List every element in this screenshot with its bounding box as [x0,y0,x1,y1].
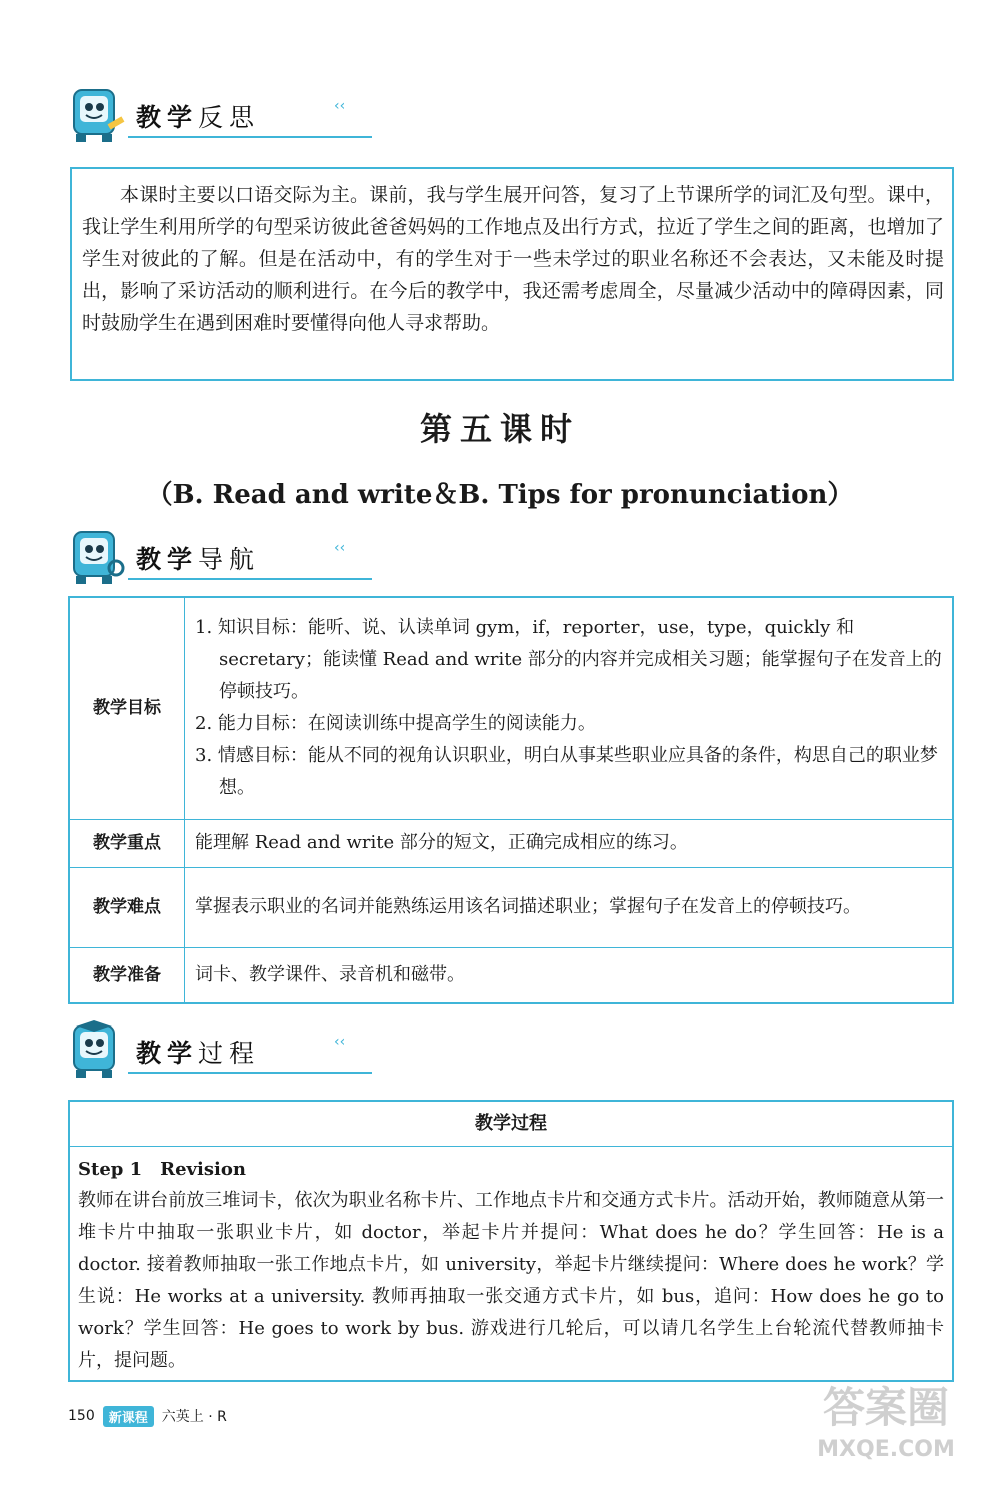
reflection-text: 本课时主要以口语交际为主。课前，我与学生展开问答，复习了上节课所学的词汇及句型。课中，我让学生利用所学的句型采访彼此爸爸妈妈的工作地点及出行方式，拉近了学生之间的距离，也增加了学生对彼此的了解。但是在活动中，有的学生对于一些未学过的职业名称还不会表达，又未能及时提出，影响了采访活动的顺利进行。在今后的教学中，我还需考虑周全，尽量减少活动中的障碍因素，同时鼓励学生在遇到困难时要懂得向他人寻求帮助。 [82,184,944,334]
goal-item: 3. 情感目标：能从不同的视角认识职业，明白从事某些职业应具备的条件，构思自己的职业梦想。 [195,745,938,799]
page-footer [68,1404,227,1428]
reflection-section-header [66,84,346,148]
teaching-guide-table [68,596,954,1004]
mascot-icon [66,84,128,146]
page-number: 150 [68,1408,95,1424]
section-title: 教学过程 [136,1039,261,1068]
header-underline [128,136,372,138]
process-header: 教学过程 [70,1102,952,1147]
reflection-box [70,167,954,381]
table-row [69,947,953,1003]
watermark [786,1381,986,1471]
watermark-bottom: MXQE.COM [817,1437,955,1462]
goal-item: 1. 知识目标：能听、说、认读单词 gym，if，reporter，use，type，quickly 和 secretary；能读懂 Read and write 部分的内容并完成相关习题；能掌握句子在发音上的停顿技巧。 [195,617,942,703]
process-box [68,1100,954,1382]
key-cell: 能理解 Read and write 部分的短文，正确完成相应的练习。 [185,819,954,867]
decorative-ticks: ‹‹ [334,1034,346,1050]
header-underline [128,1072,372,1074]
goals-label: 教学目标 [69,597,185,819]
prep-cell: 词卡、教学课件、录音机和磁带。 [185,947,954,1003]
prep-label: 教学准备 [69,947,185,1003]
difficulty-label: 教学难点 [69,867,185,947]
watermark-top: 答案圈 [822,1383,949,1432]
goal-item: 2. 能力目标：在阅读训练中提高学生的阅读能力。 [195,713,596,735]
process-section-header [66,1020,346,1084]
key-label: 教学重点 [69,819,185,867]
header-underline [128,578,372,580]
mascot-icon [66,526,128,588]
guide-section-header [66,526,346,590]
decorative-ticks: ‹‹ [334,540,346,556]
table-row [69,867,953,947]
book-label: 六英上 · R [161,1409,227,1425]
table-row [69,597,953,819]
goals-cell [185,597,954,819]
step-title: Step 1 Revision [78,1159,246,1180]
table-row [69,819,953,867]
lesson-title: 第五课时 [419,410,580,448]
series-badge: 新课程 [103,1406,154,1427]
decorative-ticks: ‹‹ [334,98,346,114]
step-text: 教师在讲台前放三堆词卡，依次为职业名称卡片、工作地点卡片和交通方式卡片。活动开始，教师随意从第一堆卡片中抽取一张职业卡片，如 doctor，举起卡片并提问：What does he do？学生回答：He is a doctor. 接着教师抽取一张工作地点卡片，如 university，举起卡片继续提问：Where does he work？学生说：He works at a university. 教师再抽取一张交通方式卡片，如 bus，追问：How does he go to work？学生回答：He goes to work by bus. 游戏进行几轮后，可以请几名学生上台轮流代替教师抽卡片，提问题。 [78,1190,944,1371]
section-title: 教学反思 [136,103,261,132]
lesson-subtitle: （B. Read and write＆B. Tips for pronunciation） [146,480,854,510]
process-body [70,1147,952,1377]
difficulty-cell: 掌握表示职业的名词并能熟练运用该名词描述职业；掌握句子在发音上的停顿技巧。 [185,867,954,947]
section-title: 教学导航 [136,545,261,574]
mascot-icon [66,1020,128,1082]
